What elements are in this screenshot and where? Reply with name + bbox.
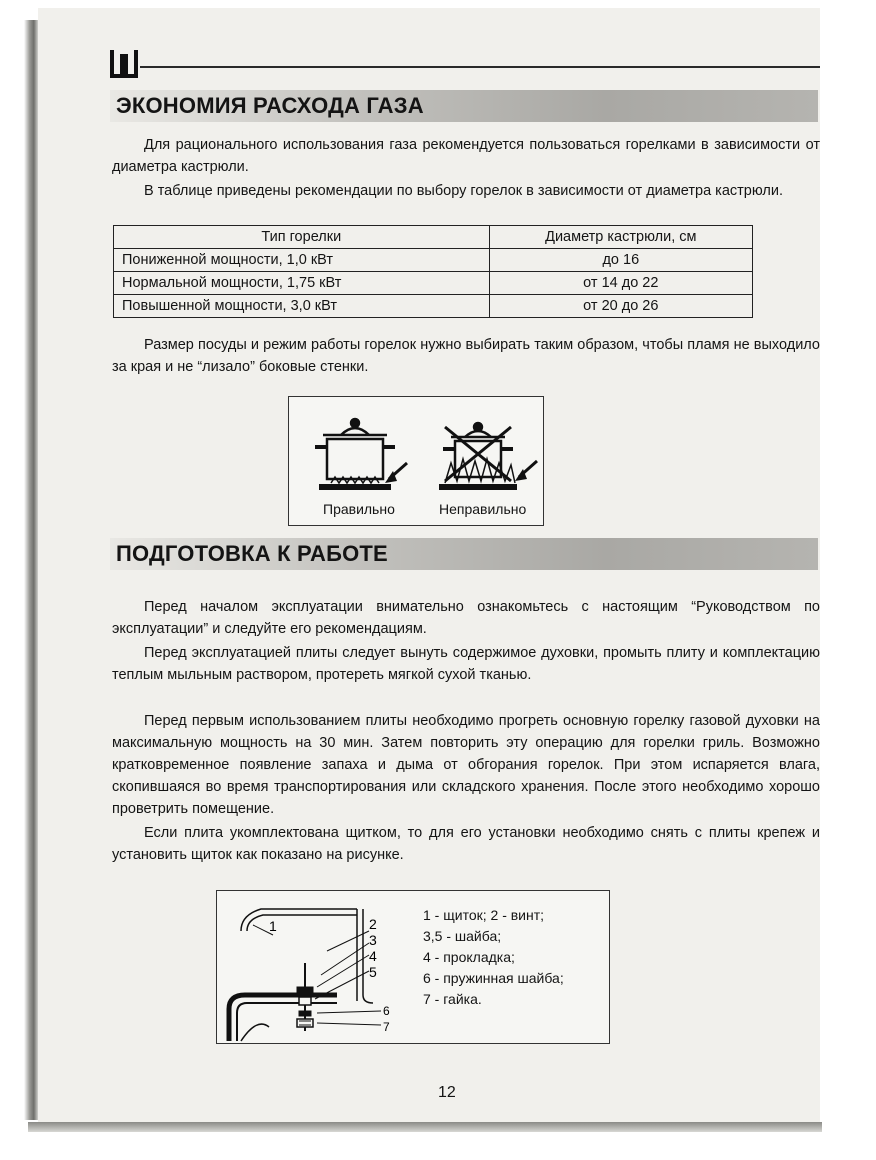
shield-install-figure (216, 890, 610, 1044)
table-row (114, 295, 753, 318)
legend-item: 3,5 - шайба; (423, 928, 502, 944)
figure-legend (423, 905, 564, 1010)
table-cell: Нормальной мощности, 1,75 кВт (114, 272, 490, 295)
callout-label: 3 (369, 932, 377, 948)
callout-label: 5 (369, 964, 377, 980)
table-cell: до 16 (489, 249, 752, 272)
shield-install-illustration (217, 891, 417, 1043)
cookware-figure (288, 396, 544, 526)
callout-label: 7 (383, 1020, 390, 1034)
callout-label: 6 (383, 1004, 390, 1018)
legend-item: 4 - прокладка; (423, 949, 515, 965)
manual-page (38, 8, 820, 1126)
cookware-illustration (289, 397, 543, 501)
paragraph: Перед началом эксплуатации внимательно ознакомьтесь с настоящим “Руководством по эксплуатации” и следуйте его рекомендациям. (112, 599, 820, 637)
section-title: ЭКОНОМИЯ РАСХОДА ГАЗА (116, 93, 424, 118)
paragraph: Перед первым использованием плиты необходимо прогреть основную горелку газовой духовки на максимальную мощность на 30 мин. Затем повторить эту операцию для горелки гриль. Возможно кратковременное появление запаха и дыма от обгорания горелок. При этом испаряется влага, скопившаяся во время транспортирования или складского хранения. После этого необходимо хорошо проветрить помещение. (112, 713, 820, 817)
page-edge-left (24, 20, 38, 1120)
section-header-preparation (110, 538, 818, 570)
table-cell: Повышенной мощности, 3,0 кВт (114, 295, 490, 318)
burner-table (113, 225, 753, 318)
table-header-row (114, 226, 753, 249)
page-edge-bottom (28, 1122, 822, 1132)
callout-label: 1 (269, 918, 277, 934)
section-title: ПОДГОТОВКА К РАБОТЕ (116, 541, 388, 566)
table-header: Диаметр кастрюли, см (489, 226, 752, 249)
paragraph: В таблице приведены рекомендации по выбору горелок в зависимости от диаметра кастрюли. (144, 183, 783, 199)
table-row (114, 249, 753, 272)
table-cell: от 20 до 26 (489, 295, 752, 318)
table-cell: Пониженной мощности, 1,0 кВт (114, 249, 490, 272)
brand-logo-icon (110, 48, 138, 78)
table-cell: от 14 до 22 (489, 272, 752, 295)
paragraph: Перед эксплуатацией плиты следует вынуть содержимое духовки, промыть плиту и комплектацию теплым мыльным раствором, протереть мягкой сухой тканью. (112, 645, 820, 683)
table-row (114, 272, 753, 295)
header-rule (140, 66, 820, 68)
legend-item: 7 - гайка. (423, 991, 482, 1007)
paragraph: Если плита укомплектована щитком, то для его установки необходимо снять с плиты крепеж и установить щиток как показано на рисунке. (112, 825, 820, 863)
caption-correct: Правильно (323, 501, 395, 517)
paragraph: Для рационального использования газа рекомендуется пользоваться горелками в зависимости от диаметра кастрюли. (112, 137, 820, 175)
paragraph: Размер посуды и режим работы горелок нужно выбирать таким образом, чтобы пламя не выходило за края и не “лизало” боковые стенки. (112, 337, 820, 375)
callout-label: 4 (369, 948, 377, 964)
table-header: Тип горелки (114, 226, 490, 249)
legend-item: 1 - щиток; 2 - винт; (423, 907, 545, 923)
legend-item: 6 - пружинная шайба; (423, 970, 564, 986)
callout-label: 2 (369, 916, 377, 932)
section-header-gas-economy (110, 90, 818, 122)
page-number: 12 (438, 1084, 456, 1101)
caption-incorrect: Неправильно (439, 501, 527, 517)
